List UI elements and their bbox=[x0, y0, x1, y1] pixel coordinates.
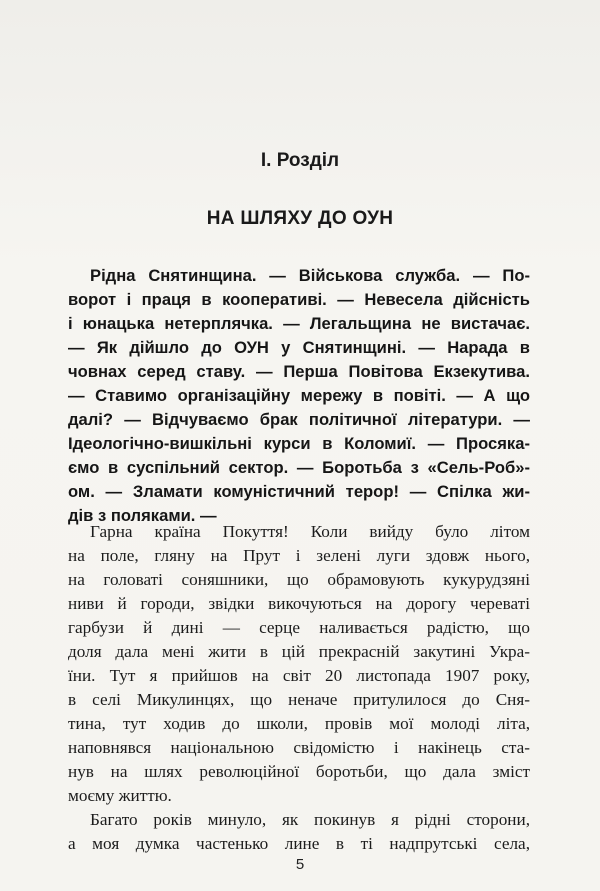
body-line: гарбузи й дині — серце наливається радістю, що bbox=[68, 618, 530, 637]
body-line: а моя думка частенько лине в ті надпрутські села, bbox=[68, 834, 530, 853]
body-text bbox=[68, 520, 530, 856]
chapter-summary bbox=[68, 264, 530, 528]
summary-line: Ідеологічно-вишкільні курси в Коломиї. — Просяка- bbox=[68, 434, 530, 453]
summary-line: ворот і праця в кооперативі. — Невесела дійсність bbox=[68, 290, 530, 309]
chapter-title: НА ШЛЯХУ ДО ОУН bbox=[206, 208, 394, 229]
summary-line: — Як дійшло до ОУН у Снятинщині. — Нарада в bbox=[68, 338, 530, 357]
body-line: їни. Тут я прийшов на світ 20 листопада 1907 року, bbox=[68, 666, 530, 685]
body-line: ниви й городи, звідки викочуються на дорогу череваті bbox=[68, 594, 530, 613]
body-line: тина, тут ходив до школи, провів мої молоді літа, bbox=[68, 714, 530, 733]
body-line: моєму життю. bbox=[68, 786, 172, 805]
body-line: на поле, гляну на Прут і зелені луги здовж нього, bbox=[68, 546, 530, 565]
body-line: Гарна країна Покуття! Коли вийду було літом bbox=[90, 522, 530, 541]
body-line: на головаті соняшники, що обрамовують кукурудзяні bbox=[68, 570, 530, 589]
body-line: в селі Микулинцях, що неначе притулилося до Сня- bbox=[68, 690, 530, 709]
body-line: нув на шлях революційної боротьби, що дала зміст bbox=[68, 762, 530, 781]
chapter-heading: І. Розділ bbox=[260, 150, 340, 171]
body-line: доля дала мені жити в цій прекрасній закутині Укра- bbox=[68, 642, 530, 661]
summary-line: і юнацька нетерплячка. — Легальщина не вистачає. bbox=[68, 314, 530, 333]
summary-line: ємо в суспільний сектор. — Боротьба з «Сель-Роб»- bbox=[68, 458, 530, 477]
summary-line: дів з поляками. — bbox=[68, 506, 217, 525]
summary-line: далі? — Відчуваємо брак політичної літератури. — bbox=[68, 410, 530, 429]
summary-line: човнах серед ставу. — Перша Повітова Екзекутива. bbox=[68, 362, 530, 381]
summary-line: — Ставимо організаційну мережу в повіті. — А що bbox=[68, 386, 530, 405]
page-number: 5 bbox=[295, 856, 305, 873]
body-line: наповнявся національною свідомістю і накінець ста- bbox=[68, 738, 530, 757]
summary-line: Рідна Снятинщина. — Військова служба. — По- bbox=[90, 266, 530, 285]
body-line: Багато років минуло, як покинув я рідні сторони, bbox=[90, 810, 530, 829]
summary-line: ом. — Зламати комуністичний терор! — Спілка жи- bbox=[68, 482, 530, 501]
